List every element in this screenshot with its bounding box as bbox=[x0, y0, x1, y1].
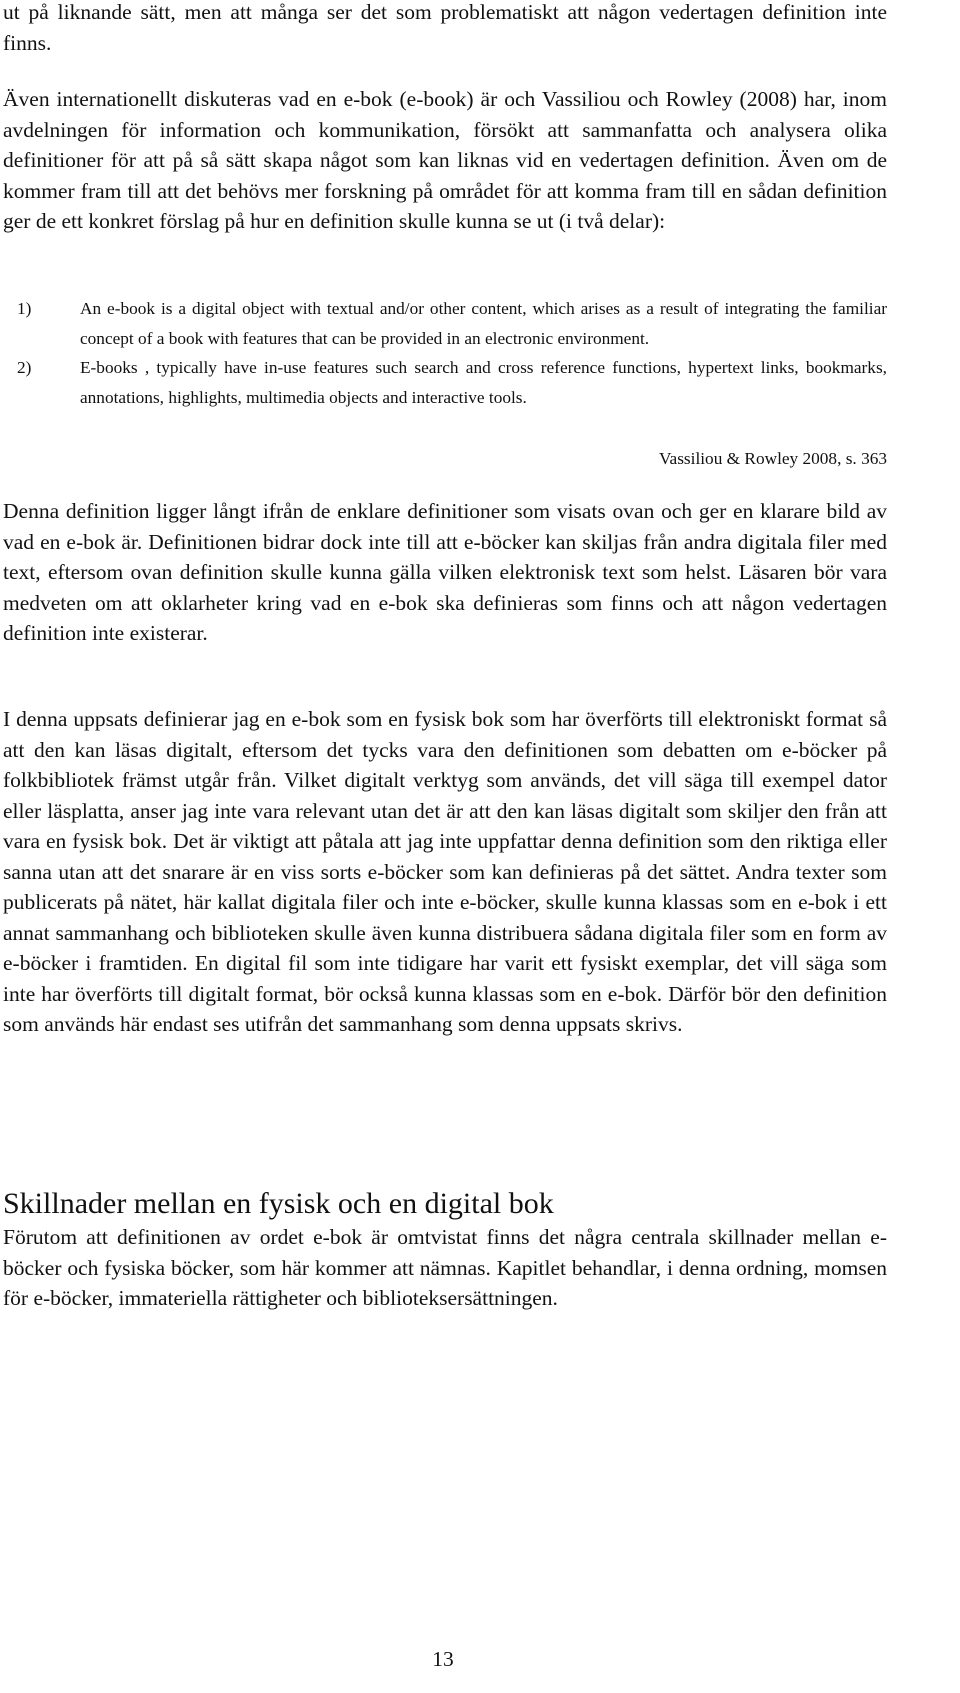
paragraph-definition-intro-end: ut på liknande sätt, men att många ser det som problematiskt att någon vedertagen definition inte finns. bbox=[3, 0, 887, 55]
list-item-text: An e-book is a digital object with textual and/or other content, which arises as a result of integrating the familiar concept of a book with features that can be provided in an electronic environment. bbox=[80, 299, 887, 348]
paragraph-definition-discussion: Denna definition ligger långt ifrån de enklare definitioner som visats ovan och ger en klarare bild av vad en e-bok är. Definitionen bidrar dock inte till att e-böcker kan skiljas från andra digitala filer med text, eftersom ovan definition skulle kunna gälla vilken elektronisk text som helst. Läsaren bör vara medveten om att oklarheter kring vad en e-bok ska definieras som finns och att någon vedertagen definition inte existerar. bbox=[3, 499, 887, 645]
list-item-number: 2) bbox=[17, 358, 32, 377]
paragraph-international-definition: Även internationellt diskuteras vad en e-bok (e-book) är och Vassiliou och Rowley (2008) har, inom avdelningen för information och kommunikation, försökt att sammanfatta och analysera olika definitioner för att på så sätt skapa något som kan liknas vid en vedertagen definition. Även om de kommer fram till att det behövs mer forskning på området för att komma fram till en sådan definition ger de ett konkret förslag på hur en definition skulle kunna se ut (i två delar): bbox=[3, 87, 887, 233]
section-heading: Skillnader mellan en fysisk och en digital bok bbox=[3, 1187, 554, 1220]
definition-quote-list bbox=[17, 294, 887, 412]
quote-citation: Vassiliou & Rowley 2008, s. 363 bbox=[658, 449, 887, 468]
page-number: 13 bbox=[432, 1647, 454, 1671]
list-item-text: E-books , typically have in-use features such search and cross reference functions, hypertext links, bookmarks, annotations, highlights, multimedia objects and interactive tools. bbox=[80, 358, 887, 407]
paragraph-thesis-definition: I denna uppsats definierar jag en e-bok som en fysisk bok som har överförts till elektroniskt format så att den kan läsas digitalt, eftersom det tycks vara den definitionen som debatten om e-böcker på folkbibliotek främst utgår från. Vilket digitalt verktyg som används, det vill säga till exempel dator eller läsplatta, anser jag inte vara relevant utan det är att den kan läsas digitalt som skiljer den från att vara en fysisk bok. Det är viktigt att påtala att jag inte uppfattar denna definition som den riktiga eller sanna utan att det snarare är en viss sorts e-böcker som kan definieras på det sättet. Andra texter som publicerats på nätet, här kallat digitala filer och inte e-böcker, skulle kunna klassas som en e-bok i ett annat sammanhang och biblioteken skulle även kunna distribuera sådana digitala filer som en form av e-böcker i framtiden. En digital fil som inte tidigare har varit ett fysiskt exemplar, det vill säga som inte har överförts till digitalt format, bör också kunna klassas som en e-bok. Därför bör den definition som används här endast ses utifrån det sammanhang som denna uppsats skrivs. bbox=[3, 707, 887, 1036]
list-item-number: 1) bbox=[17, 299, 32, 318]
list-item bbox=[17, 294, 887, 353]
paragraph-section-intro: Förutom att definitionen av ordet e-bok är omtvistat finns det några centrala skillnader mellan e-böcker och fysiska böcker, som här kommer att nämnas. Kapitlet behandlar, i denna ordning, momsen för e-böcker, immateriella rättigheter och biblioteksersättningen. bbox=[3, 1225, 887, 1310]
list-item bbox=[17, 353, 887, 412]
